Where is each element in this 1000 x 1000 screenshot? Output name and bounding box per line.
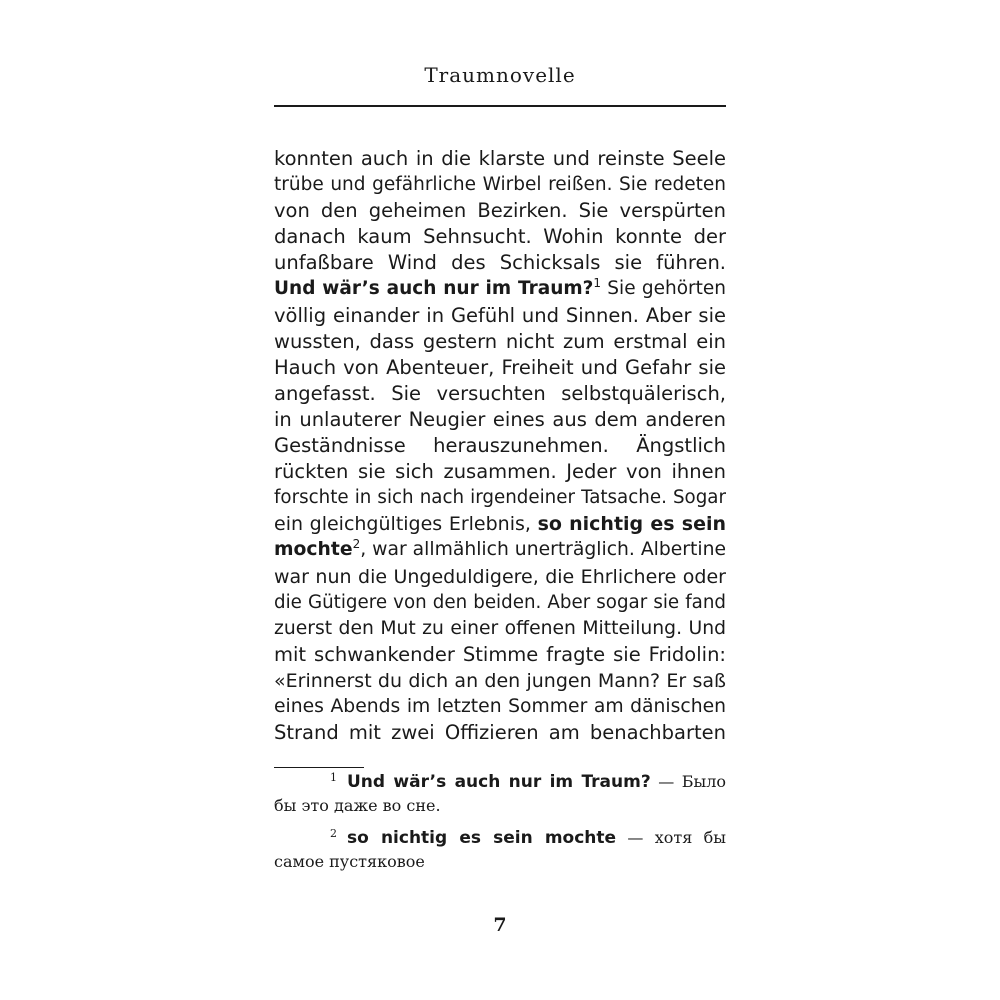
footnote-1-term: Und wär’s auch nur im Traum? [347, 772, 651, 792]
footnote-1-line-2: бы это даже во сне. [274, 796, 441, 815]
body-line [274, 224, 726, 250]
body-line [274, 564, 726, 590]
text-segment: unfaßbare Wind des Schicksals sie führen. [274, 251, 726, 275]
body-line [274, 303, 726, 329]
footnote-separator [274, 767, 364, 768]
body-line [274, 172, 726, 198]
footnote-reference: 2 [352, 537, 361, 552]
footnote-1-gloss-start: — Было [650, 772, 726, 791]
body-line [274, 276, 726, 302]
body-line [274, 668, 726, 694]
text-segment: Sie gehörten [601, 278, 726, 300]
text-segment: angefasst. Sie versuchten selbstquälerisch, [274, 381, 726, 405]
text-segment: «Erinnerst du dich an den jungen Mann? Er saß [274, 669, 726, 692]
text-segment: Hauch von Abenteuer, Freiheit und Gefahr sie [274, 355, 726, 379]
text-segment: danach kaum Sehnsucht. Wohin konnte der [274, 225, 726, 249]
body-text [274, 146, 726, 746]
text-segment: völlig einander in Gefühl und Sinnen. Aber sie [274, 303, 726, 327]
footnote-reference: 1 [593, 276, 602, 291]
footnote-2-mark: 2 [330, 827, 337, 840]
text-segment: Und wär’s auch nur im Traum? [274, 278, 594, 300]
footnote-1-mark: 1 [330, 771, 337, 784]
text-segment: von den geheimen Bezirken. Sie verspürten [274, 199, 726, 223]
footnote-2-line-2: самое пустяковое [274, 852, 425, 871]
footnote-1-line-1 [274, 770, 726, 794]
running-head: Traumnovelle [424, 63, 576, 87]
body-line [274, 616, 726, 642]
text-segment: wussten, dass gestern nicht zum erstmal ein [274, 329, 726, 353]
text-segment: war nun die Ungeduldigere, die Ehrlichere oder [274, 565, 726, 588]
footnote-1 [274, 770, 726, 818]
body-line [274, 329, 726, 355]
text-segment: so nichtig es sein [537, 513, 726, 536]
body-line [274, 694, 726, 720]
text-segment: rückten sie sich zusammen. Jeder von ihnen [274, 460, 726, 484]
text-segment: Strand mit zwei Offizieren am benachbarten [274, 721, 726, 745]
body-line [274, 146, 726, 172]
body-line [274, 642, 726, 668]
footnote-2 [274, 826, 726, 874]
footnote-2-line-1 [274, 826, 726, 850]
text-segment: die Gütigere von den beiden. Aber sogar sie fand [274, 591, 726, 613]
body-line [274, 485, 726, 511]
text-segment: , war allmählich unerträglich. Albertine [360, 539, 726, 561]
text-segment: eines Abends im letzten Sommer am dänischen [274, 695, 726, 717]
body-line [274, 355, 726, 381]
body-line [274, 590, 726, 616]
body-line [274, 250, 726, 276]
text-segment: mochte [274, 539, 353, 561]
text-segment: in unlauterer Neugier eines aus dem anderen [274, 407, 726, 431]
body-line [274, 407, 726, 433]
body-line [274, 720, 726, 746]
text-segment: forschte in sich nach irgendeiner Tatsache. Sogar [274, 487, 726, 509]
body-line [274, 511, 726, 537]
body-line [274, 433, 726, 459]
text-segment: Geständnisse herauszunehmen. Ängstlich [274, 434, 726, 458]
text-segment: trübe und gefährliche Wirbel reißen. Sie redeten [274, 174, 726, 196]
body-line [274, 198, 726, 224]
text-segment: mit schwankender Stimme fragte sie Fridolin: [274, 642, 726, 666]
footnote-2-gloss-start: — хотя бы [616, 828, 726, 847]
text-segment: ein gleichgültiges Erlebnis, [274, 513, 538, 536]
header-rule [274, 105, 726, 107]
footnote-2-term: so nichtig es sein mochte [347, 828, 617, 848]
body-line [274, 381, 726, 407]
page-number: 7 [493, 914, 507, 936]
text-segment: konnten auch in die klarste und reinste Seele [274, 147, 726, 170]
text-segment: zuerst den Mut zu einer offenen Mitteilung. Und [274, 617, 726, 639]
body-line [274, 537, 726, 563]
body-line [274, 459, 726, 485]
